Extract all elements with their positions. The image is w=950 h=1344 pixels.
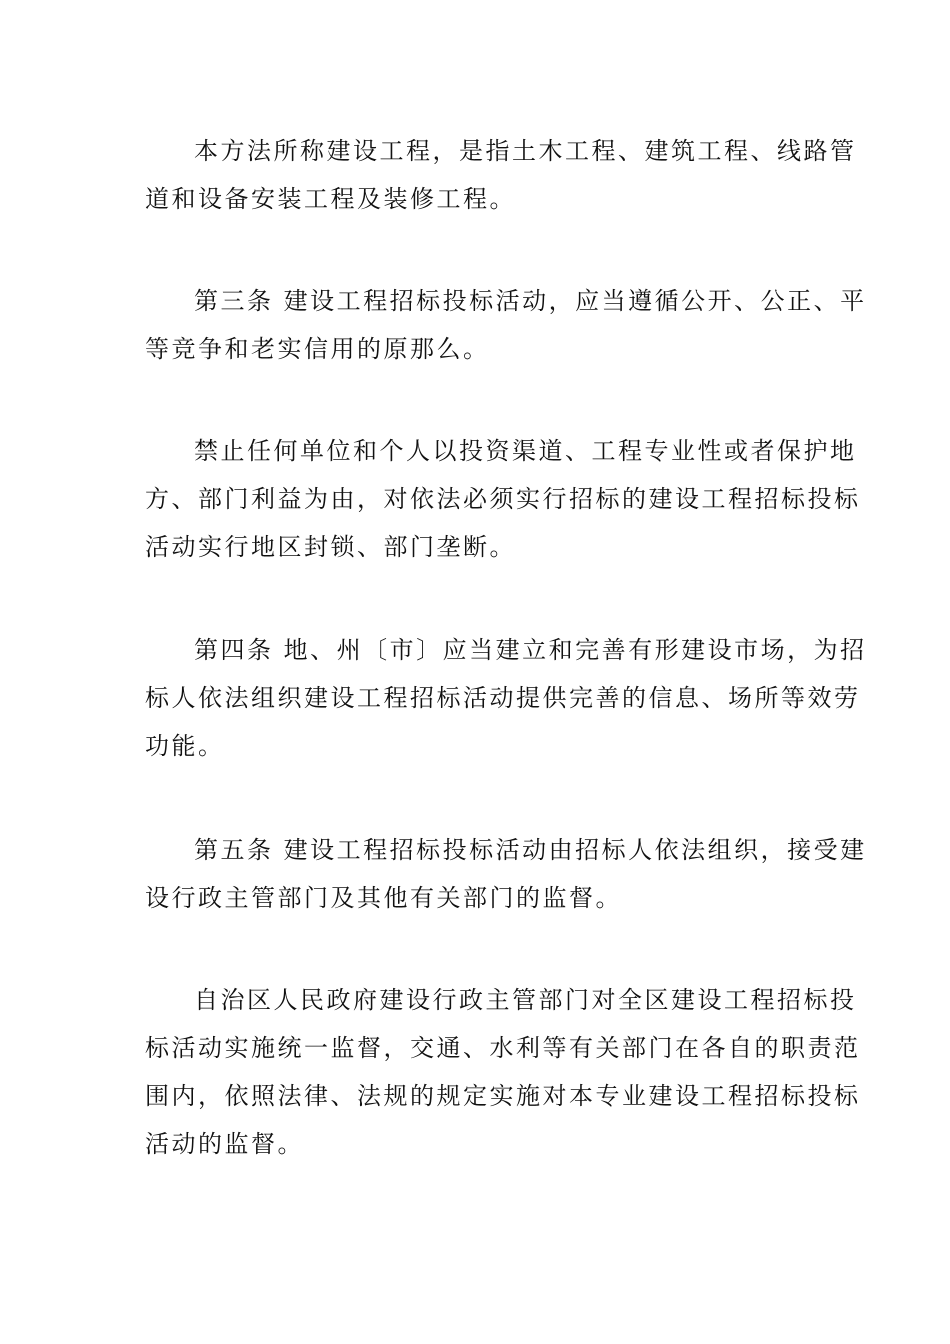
text-line: 标人依法组织建设工程招标活动提供完善的信息、场所等效劳 <box>145 684 861 712</box>
text-line: 功能。 <box>145 732 225 760</box>
text-line: 方、部门利益为由，对依法必须实行招标的建设工程招标投标 <box>145 485 861 513</box>
paragraph-article-3 <box>145 277 867 373</box>
text-line: 活动的监督。 <box>145 1130 304 1158</box>
text-line: 等竞争和老实信用的原那么。 <box>145 335 490 363</box>
text-line: 设行政主管部门及其他有关部门的监督。 <box>145 884 622 912</box>
text-line: 第三条 建设工程招标投标活动，应当遵循公开、公正、平 <box>194 287 867 315</box>
paragraph-supervision <box>145 976 861 1168</box>
text-line: 标活动实施统一监督，交通、水利等有关部门在各自的职责范 <box>145 1034 861 1062</box>
paragraph-article-4 <box>145 626 867 770</box>
text-line: 第四条 地、州〔市〕应当建立和完善有形建设市场，为招 <box>194 636 867 664</box>
text-line: 自治区人民政府建设行政主管部门对全区建设工程招标投 <box>194 986 857 1014</box>
text-line: 围内，依照法律、法规的规定实施对本专业建设工程招标投标 <box>145 1082 861 1110</box>
paragraph-prohibition <box>145 427 861 571</box>
text-line: 第五条 建设工程招标投标活动由招标人依法组织，接受建 <box>194 836 867 864</box>
text-line: 活动实行地区封锁、部门垄断。 <box>145 533 516 561</box>
paragraph-article-5 <box>145 826 867 922</box>
paragraph-definition <box>145 127 857 223</box>
text-line: 禁止任何单位和个人以投资渠道、工程专业性或者保护地 <box>194 437 857 465</box>
text-line: 本方法所称建设工程，是指土木工程、建筑工程、线路管 <box>194 137 857 165</box>
text-line: 道和设备安装工程及装修工程。 <box>145 185 516 213</box>
